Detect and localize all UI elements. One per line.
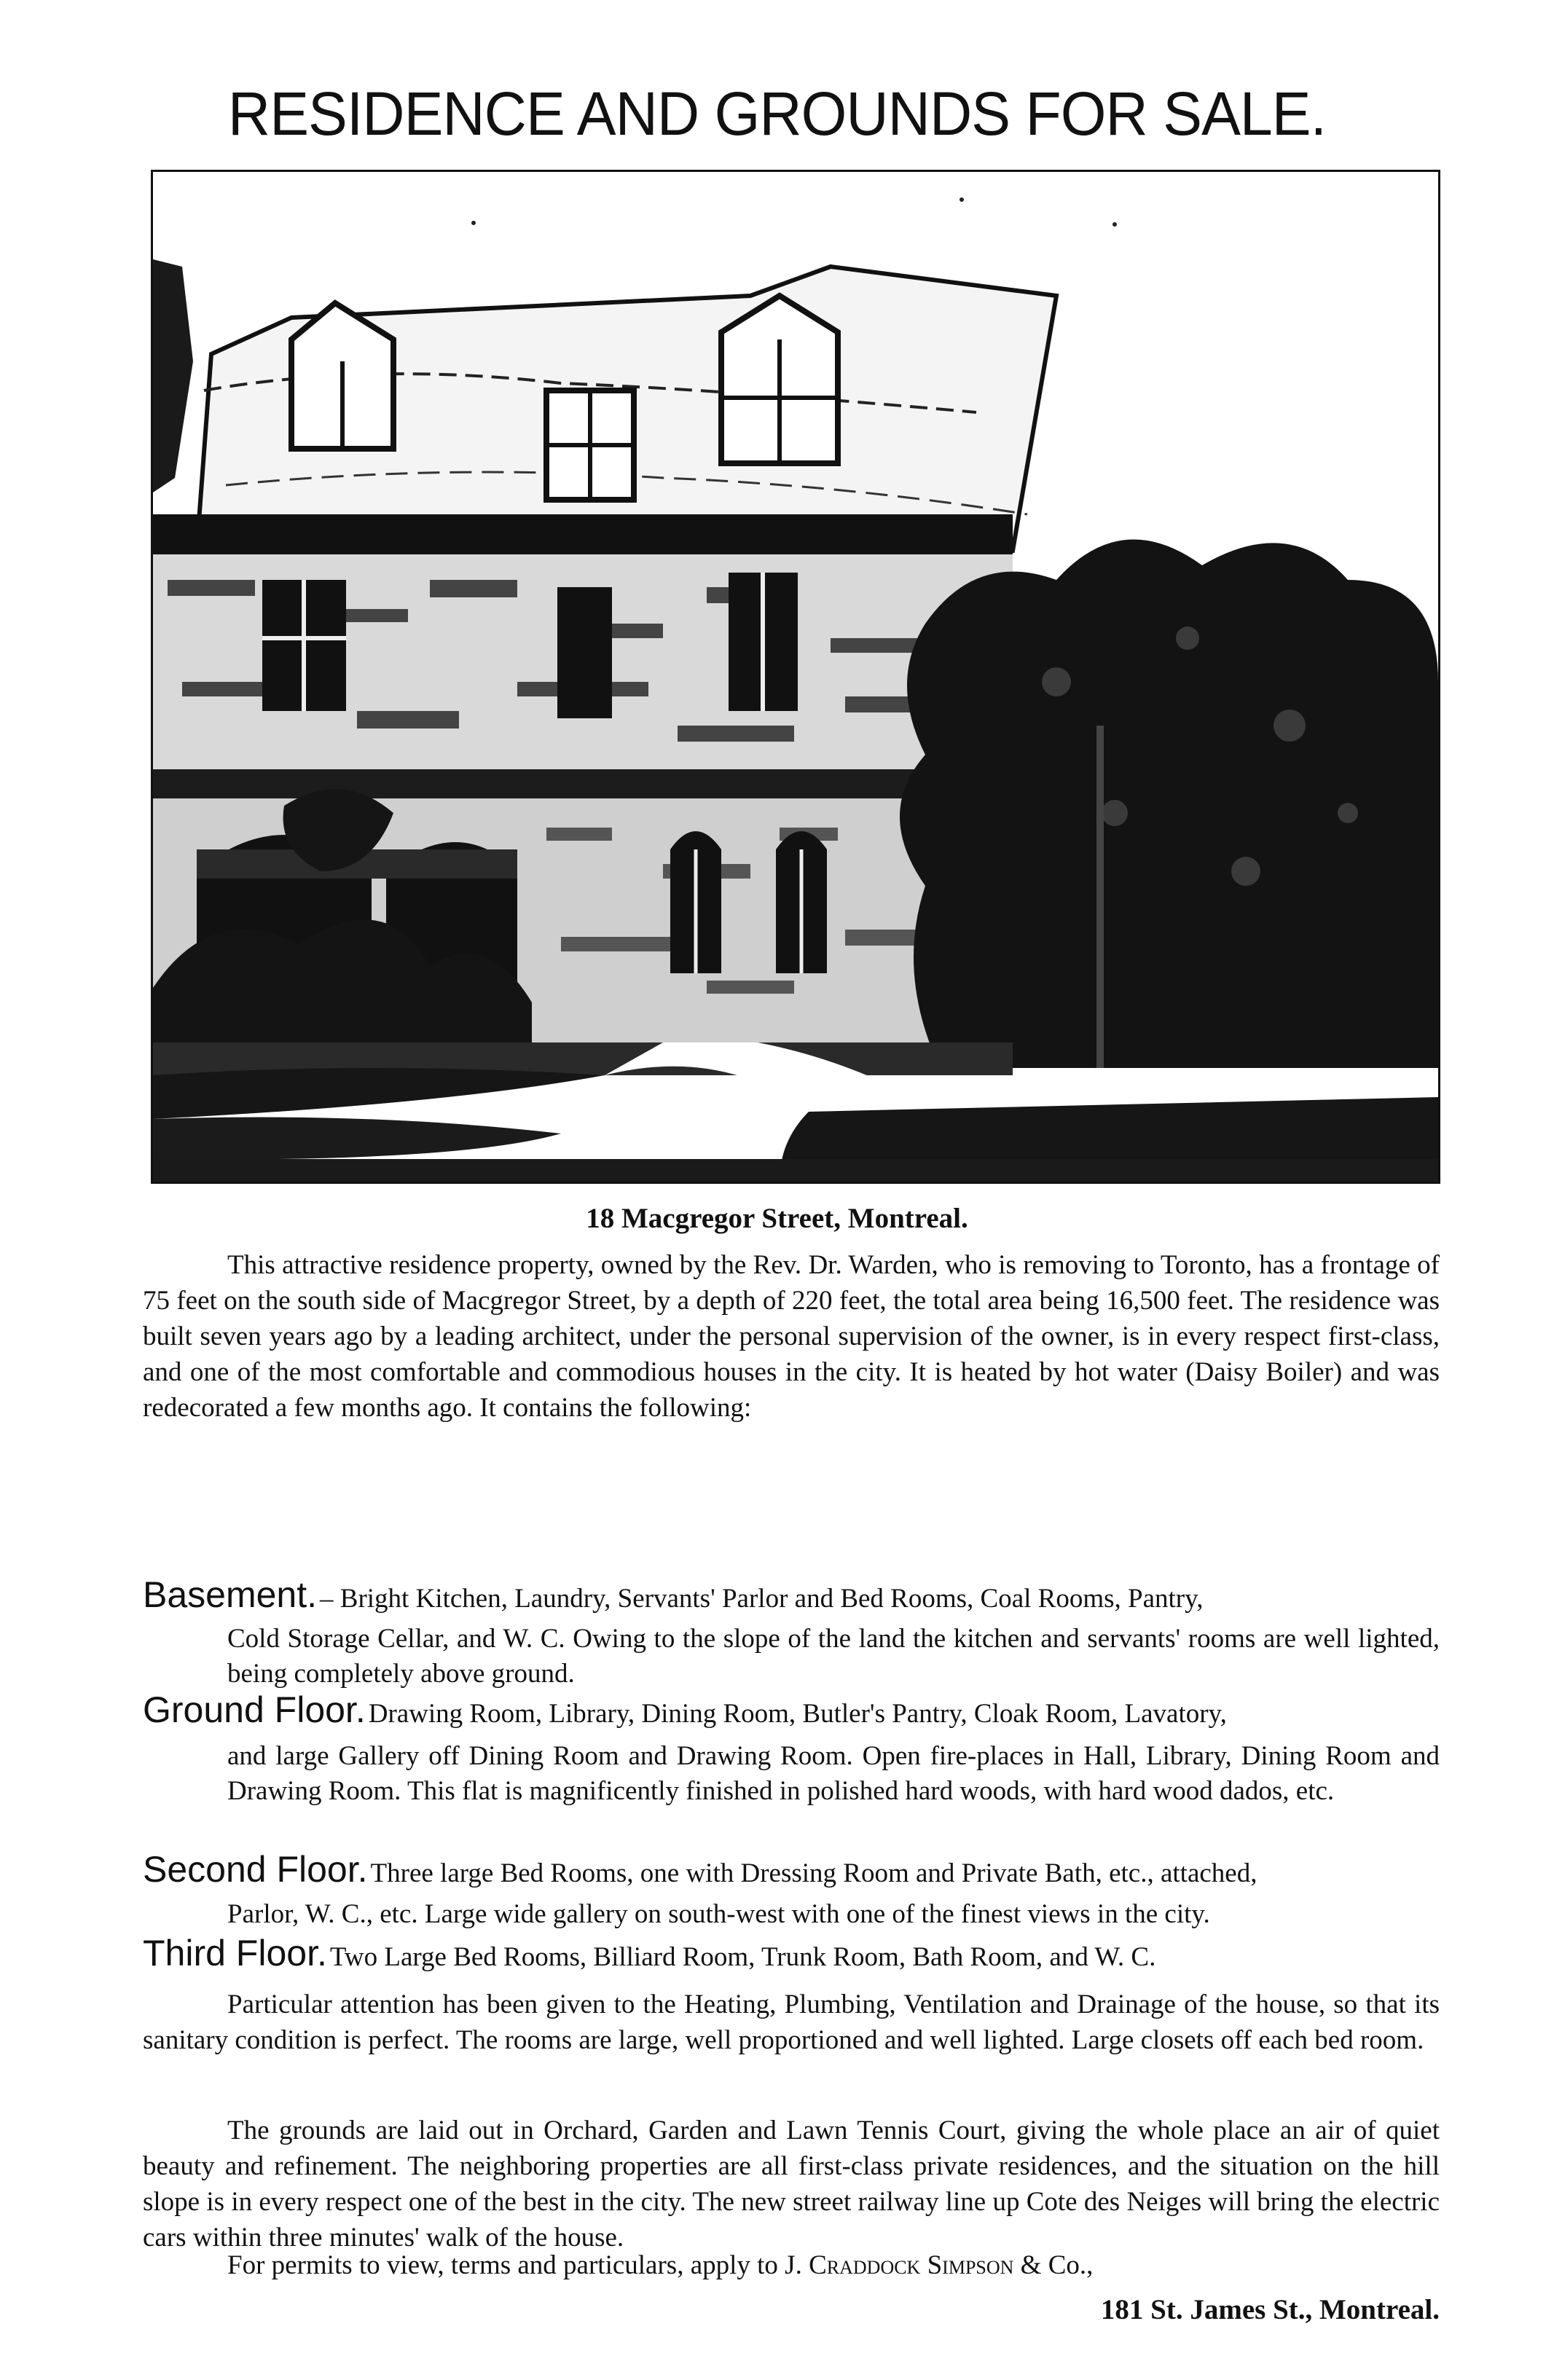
third-floor-heading: Third Floor. [143, 1933, 327, 1973]
third-floor-entry [143, 1932, 1440, 1975]
agent-name: Craddock Simpson [809, 2250, 1014, 2280]
second-floor-heading: Second Floor. [143, 1849, 368, 1890]
grounds-paragraph: The grounds are laid out in Orchard, Garden and Lawn Tennis Court, giving the whole place an air of quiet beauty and refinement. The neighboring properties are all first-class private residences, and the situation on the hill slope is in every respect one of the best in the city. The new street railway line up Cote des Neiges will bring the electric cars within three minutes' walk of the house. [143, 2116, 1440, 2253]
residence-photograph [151, 170, 1440, 1184]
second-floor-entry [143, 1848, 1440, 1891]
sanitary-paragraph: Particular attention has been given to the Heating, Plumbing, Ventilation and Drainage of the house, so that its sanitary condition is perfect. The rooms are large, well proportioned and well lighted. Large closets off each bed room. [143, 1990, 1440, 2055]
basement-heading: Basement. [143, 1574, 318, 1615]
photo-caption: 18 Macgregor Street, Montreal. [586, 1203, 968, 1234]
basement-details: Cold Storage Cellar, and W. C. Owing to the slope of the land the kitchen and servants' rooms are well lighted, being completely above ground. [227, 1624, 1440, 1689]
permits-tail: & Co., [1020, 2250, 1094, 2280]
ground-floor-lead: Drawing Room, Library, Dining Room, Butler's Pantry, Cloak Room, Lavatory, [368, 1699, 1227, 1729]
ground-floor-heading: Ground Floor. [143, 1689, 366, 1730]
second-floor-details: Parlor, W. C., etc. Large wide gallery on south-west with one of the finest views in the city. [227, 1899, 1210, 1929]
agent-address: 181 St. James St., Montreal. [1100, 2294, 1440, 2325]
ground-floor-entry [143, 1689, 1440, 1732]
second-floor-lead: Three large Bed Rooms, one with Dressing Room and Private Bath, etc., attached, [370, 1858, 1257, 1888]
third-floor-lead: Two Large Bed Rooms, Billiard Room, Trunk Room, Bath Room, and W. C. [329, 1942, 1156, 1972]
basement-entry [143, 1574, 1440, 1617]
permits-lead: For permits to view, terms and particulars, apply to J. [227, 2250, 802, 2280]
intro-paragraph: This attractive residence property, owned by the Rev. Dr. Warden, who is removing to Toronto, has a frontage of 75 feet on the south side of Macgregor Street, by a depth of 220 feet, the total area being 16,500 feet. The residence was built seven years ago by a leading architect, under the personal supervision of the owner, is in every respect first-class, and one of the most comfortable and commodious houses in the city. It is heated by hot water (Daisy Boiler) and was redecorated a few months ago. It contains the following: [143, 1250, 1440, 1423]
page-title: RESIDENCE AND GROUNDS FOR SALE. [227, 79, 1327, 148]
basement-lead: – Bright Kitchen, Laundry, Servants' Parlor and Bed Rooms, Coal Rooms, Pantry, [320, 1584, 1204, 1614]
permits-line [227, 2250, 1093, 2281]
ground-floor-details: and large Gallery off Dining Room and Drawing Room. Open fire-places in Hall, Library, Dining Room and Drawing Room. This flat is magnificently finished in polished hard woods, with hard wood dados, etc. [227, 1741, 1440, 1806]
